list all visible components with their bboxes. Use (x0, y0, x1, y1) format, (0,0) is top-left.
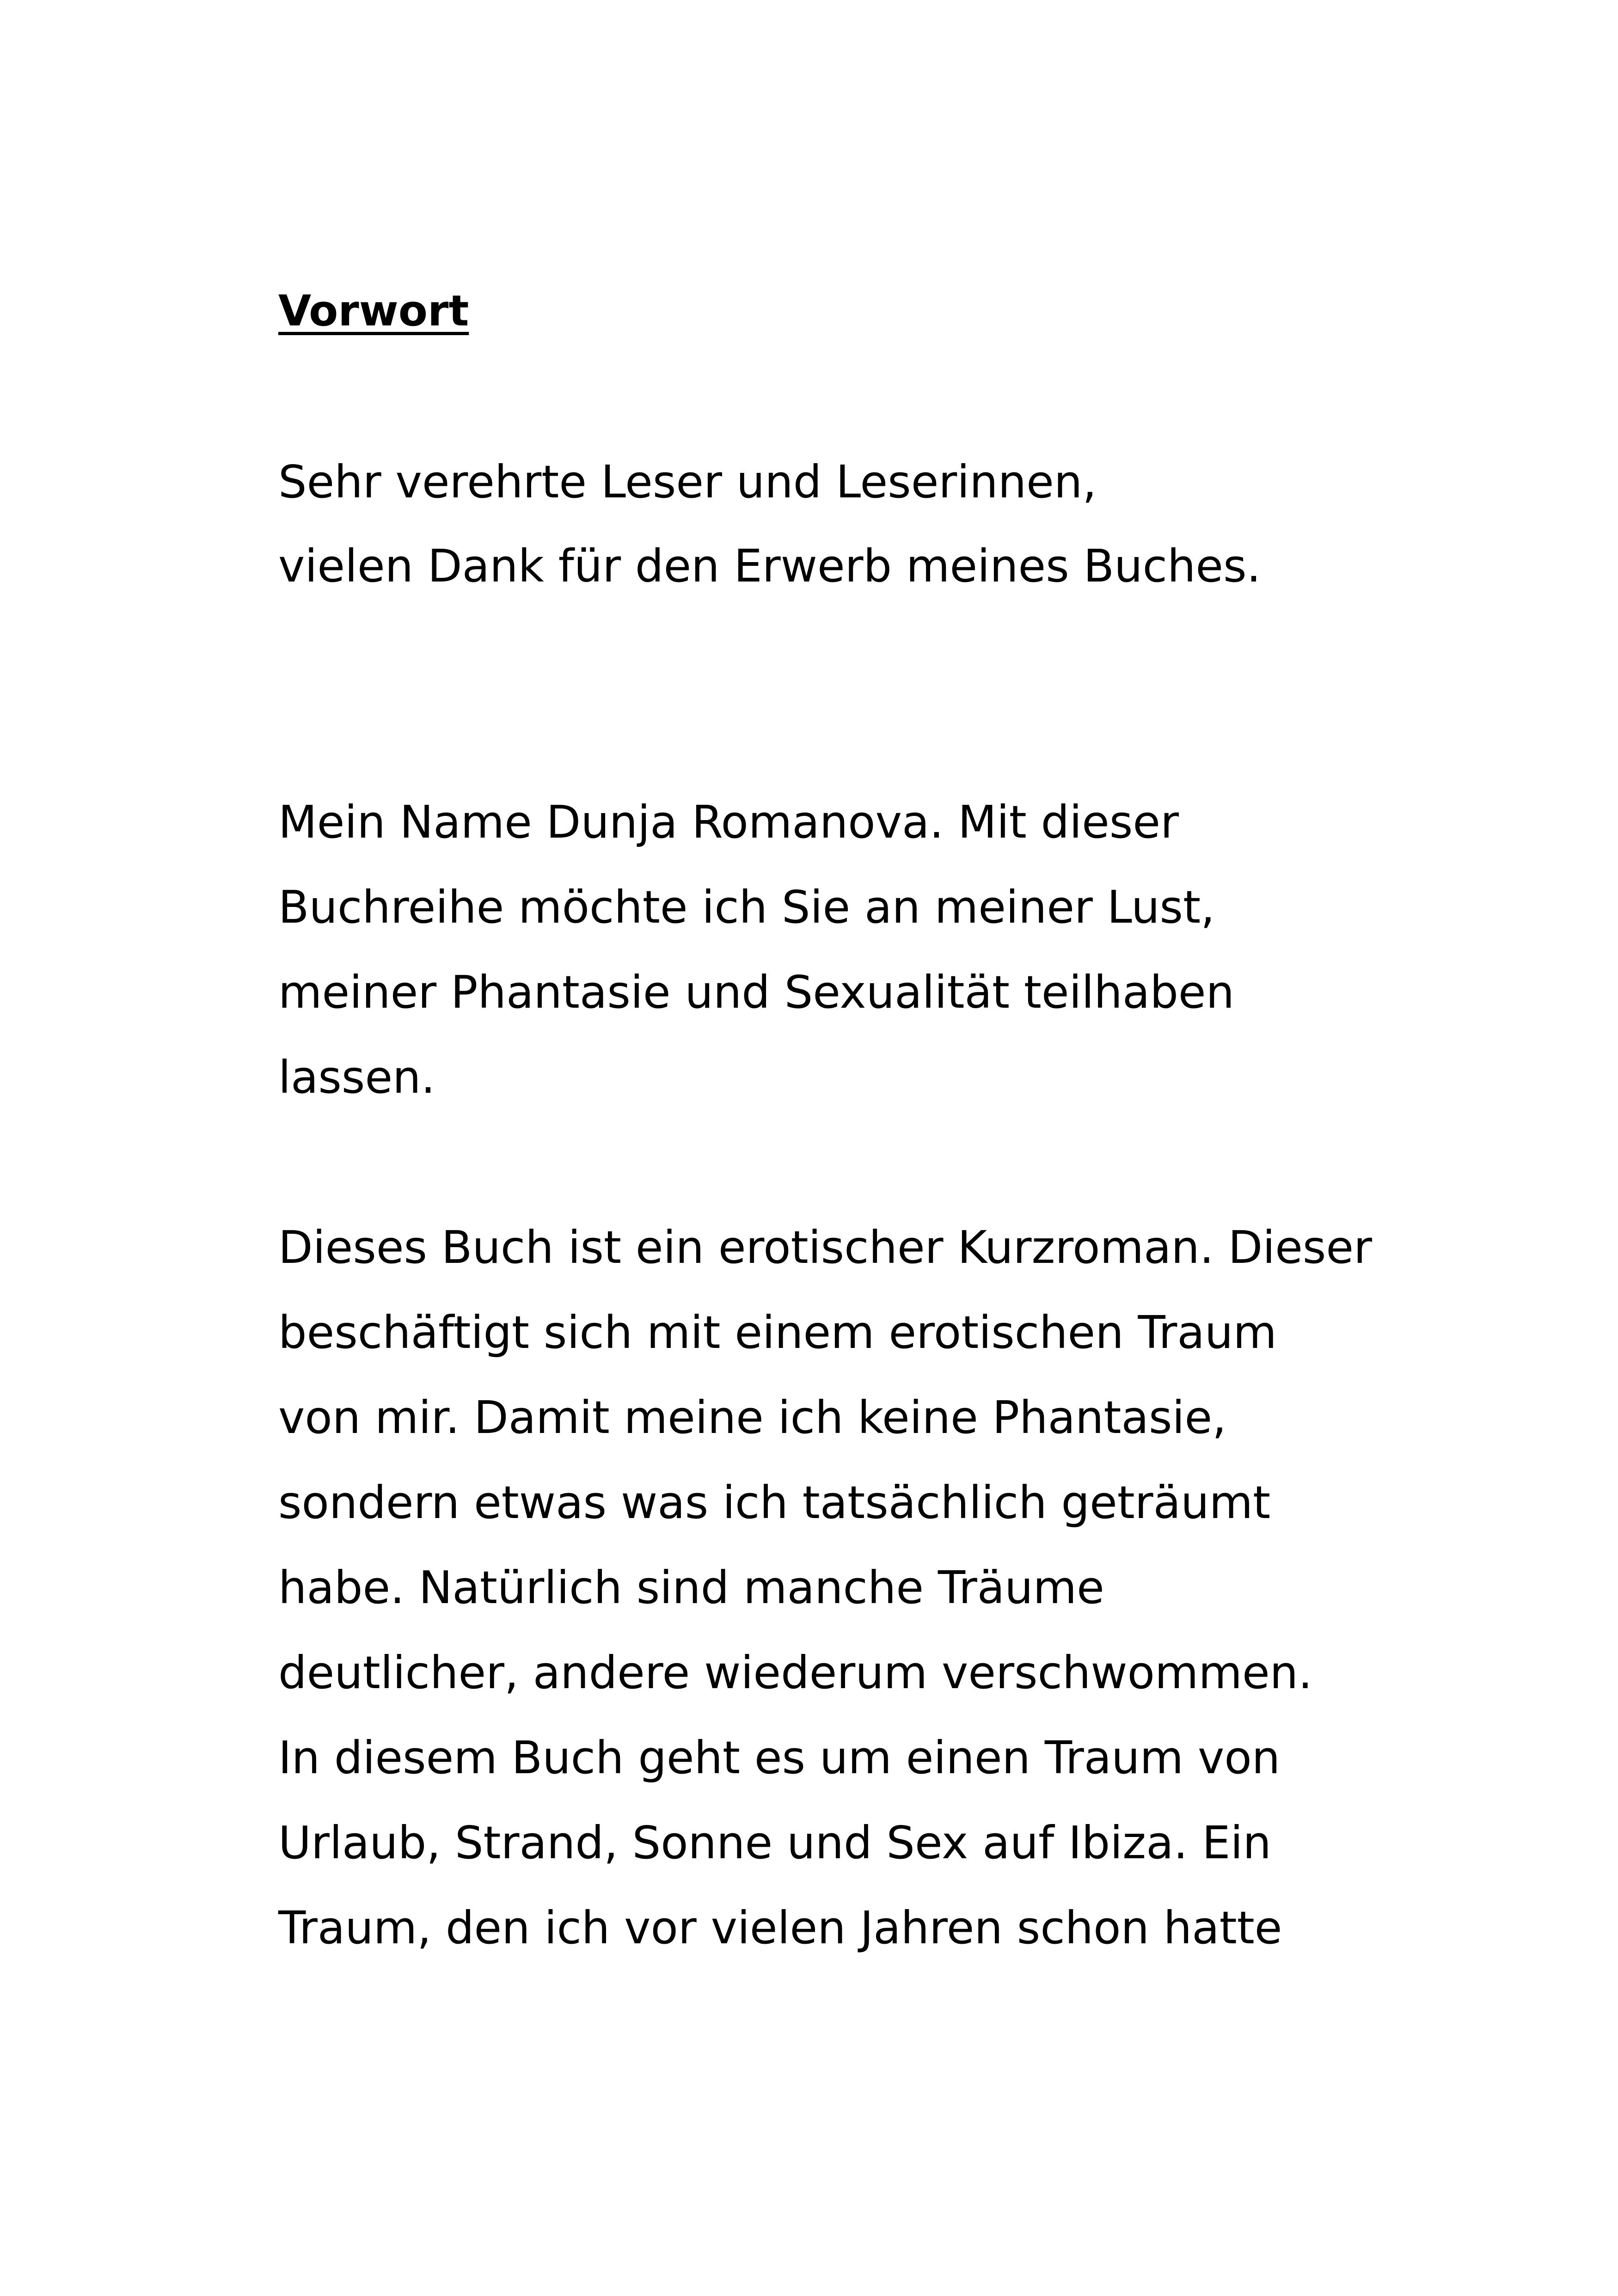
paragraph-line: beschäftigt sich mit einem erotischen Traum (278, 1306, 1277, 1359)
paragraph-line: Mein Name Dunja Romanova. Mit dieser (278, 796, 1179, 848)
paragraph-line: von mir. Damit meine ich keine Phantasie, (278, 1391, 1226, 1444)
paragraph-line: Urlaub, Strand, Sonne und Sex auf Ibiza. Ein (278, 1817, 1271, 1869)
page-heading: Vorwort (278, 286, 469, 336)
paragraph-line: habe. Natürlich sind manche Träume (278, 1561, 1104, 1614)
paragraph-line: In diesem Buch geht es um einen Traum von (278, 1732, 1281, 1784)
paragraph-line: Traum, den ich vor vielen Jahren schon hatte (278, 1902, 1282, 1954)
paragraph-line: Dieses Buch ist ein erotischer Kurzroman. Dieser (278, 1221, 1372, 1274)
paragraph-line: Buchreihe möchte ich Sie an meiner Lust, (278, 881, 1215, 933)
paragraph-line: sondern etwas was ich tatsächlich geträumt (278, 1476, 1271, 1529)
paragraph-line: lassen. (278, 1051, 435, 1103)
greeting-line: vielen Dank für den Erwerb meines Buches. (278, 540, 1261, 592)
greeting-line: Sehr verehrte Leser und Leserinnen, (278, 456, 1097, 508)
paragraph-line: meiner Phantasie und Sexualität teilhaben (278, 966, 1235, 1018)
paragraph-line: deutlicher, andere wiederum verschwommen. (278, 1647, 1312, 1699)
